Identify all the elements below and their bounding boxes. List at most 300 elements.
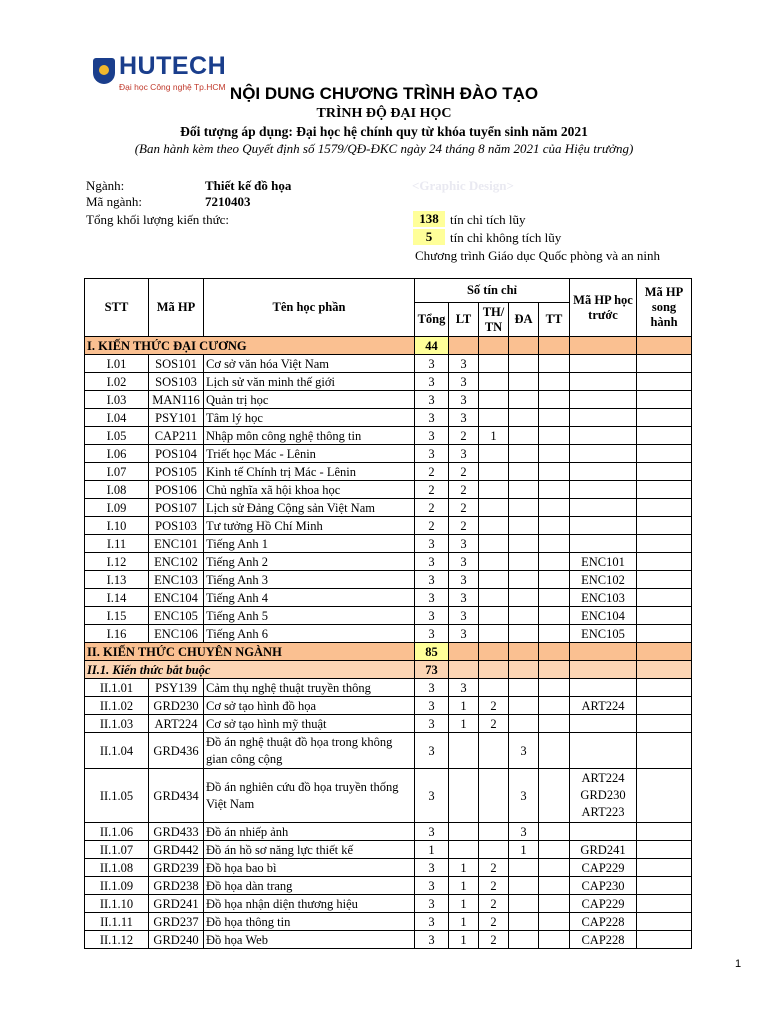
table-row: [85, 463, 692, 481]
table-row: [85, 679, 692, 697]
cell-total: 3: [415, 391, 449, 409]
cell-da: [509, 679, 539, 697]
cell-stt: II.1.07: [85, 841, 149, 859]
cell-thtn: [479, 625, 509, 643]
cell-coreq: [637, 823, 692, 841]
cell-da: [509, 931, 539, 949]
cell-stt: II.1.02: [85, 697, 149, 715]
cell-tt: [539, 571, 570, 589]
cell-thtn: 2: [479, 697, 509, 715]
logo-brand: HUTECH: [119, 52, 227, 80]
cell-code: GRD434: [149, 769, 204, 823]
cell-tt: [539, 859, 570, 877]
cell-name: Tiếng Anh 4: [204, 589, 415, 607]
cell-coreq: [637, 481, 692, 499]
cell-code: ENC104: [149, 589, 204, 607]
defense-note: Chương trình Giáo dục Quốc phòng và an ninh: [415, 248, 660, 263]
cell-code: GRD237: [149, 913, 204, 931]
cell-thtn: [479, 445, 509, 463]
cell-prereq: ENC101: [570, 553, 637, 571]
cell-tt: [539, 391, 570, 409]
cell-stt: II.1.01: [85, 679, 149, 697]
cell-total: 3: [415, 769, 449, 823]
section-total: 73: [415, 661, 449, 679]
cell-tt: [539, 589, 570, 607]
cell-lt: 3: [449, 535, 479, 553]
cell-thtn: [479, 823, 509, 841]
cell-total: 3: [415, 427, 449, 445]
empty-cell: [449, 661, 479, 679]
cell-da: [509, 571, 539, 589]
table-row: [85, 373, 692, 391]
cell-stt: I.04: [85, 409, 149, 427]
table-row: [85, 841, 692, 859]
cell-lt: 3: [449, 391, 479, 409]
cell-coreq: [637, 841, 692, 859]
cell-total: 3: [415, 445, 449, 463]
cell-coreq: [637, 391, 692, 409]
cell-code: PSY101: [149, 409, 204, 427]
cell-thtn: [479, 499, 509, 517]
cell-code: GRD241: [149, 895, 204, 913]
cell-da: 1: [509, 841, 539, 859]
table-row: [85, 445, 692, 463]
cell-tt: [539, 733, 570, 769]
cell-tt: [539, 841, 570, 859]
cell-total: 1: [415, 841, 449, 859]
cell-coreq: [637, 535, 692, 553]
cell-stt: I.16: [85, 625, 149, 643]
cell-da: 3: [509, 823, 539, 841]
cell-name: Quản trị học: [204, 391, 415, 409]
applies-to: Đối tượng áp dụng: Đại học hệ chính quy từ khóa tuyển sinh năm 2021: [180, 124, 588, 139]
cell-coreq: [637, 445, 692, 463]
cell-lt: 3: [449, 589, 479, 607]
col-da: ĐA: [509, 303, 539, 337]
cell-lt: 1: [449, 715, 479, 733]
cell-tt: [539, 373, 570, 391]
cell-name: Chủ nghĩa xã hội khoa học: [204, 481, 415, 499]
cell-thtn: [479, 571, 509, 589]
cell-thtn: [479, 769, 509, 823]
credits-cumulative-label: tín chỉ tích lũy: [450, 212, 526, 227]
table-row: [85, 355, 692, 373]
cell-lt: 3: [449, 571, 479, 589]
cell-code: PSY139: [149, 679, 204, 697]
section-label: I. KIẾN THỨC ĐẠI CƯƠNG: [85, 337, 415, 355]
cell-thtn: 2: [479, 913, 509, 931]
cell-coreq: [637, 697, 692, 715]
major-label: Ngành:: [86, 178, 125, 193]
cell-stt: I.09: [85, 499, 149, 517]
cell-thtn: [479, 517, 509, 535]
cell-code: GRD239: [149, 859, 204, 877]
cell-name: Tiếng Anh 3: [204, 571, 415, 589]
cell-coreq: [637, 679, 692, 697]
table-row: [85, 877, 692, 895]
cell-total: 3: [415, 571, 449, 589]
cell-code: SOS103: [149, 373, 204, 391]
cell-name: Tiếng Anh 6: [204, 625, 415, 643]
table-row: [85, 571, 692, 589]
cell-total: 3: [415, 733, 449, 769]
table-row: [85, 481, 692, 499]
cell-coreq: [637, 463, 692, 481]
empty-cell: [637, 661, 692, 679]
cell-thtn: [479, 679, 509, 697]
cell-stt: I.07: [85, 463, 149, 481]
cell-code: ENC103: [149, 571, 204, 589]
cell-code: GRD436: [149, 733, 204, 769]
page-number: 1: [735, 958, 742, 970]
cell-code: CAP211: [149, 427, 204, 445]
cell-da: [509, 517, 539, 535]
cell-total: 3: [415, 409, 449, 427]
cell-stt: I.13: [85, 571, 149, 589]
credits-cumulative: 138: [413, 211, 445, 227]
cell-da: [509, 697, 539, 715]
cell-name: Triết học Mác - Lênin: [204, 445, 415, 463]
cell-tt: [539, 607, 570, 625]
cell-prereq: [570, 733, 637, 769]
cell-da: 3: [509, 769, 539, 823]
cell-lt: 1: [449, 877, 479, 895]
cell-tt: [539, 517, 570, 535]
empty-cell: [479, 643, 509, 661]
table-row: [85, 535, 692, 553]
cell-prereq: [570, 463, 637, 481]
empty-cell: [509, 643, 539, 661]
cell-total: 3: [415, 697, 449, 715]
cell-thtn: 2: [479, 877, 509, 895]
cell-total: 3: [415, 553, 449, 571]
subsection-row: [85, 661, 692, 679]
cell-prereq: ENC103: [570, 589, 637, 607]
cell-tt: [539, 931, 570, 949]
cell-tt: [539, 697, 570, 715]
table-row: [85, 553, 692, 571]
cell-stt: I.12: [85, 553, 149, 571]
cell-da: [509, 499, 539, 517]
cell-name: Đồ họa bao bì: [204, 859, 415, 877]
cell-name: Cơ sở tạo hình đồ họa: [204, 697, 415, 715]
cell-prereq: ENC104: [570, 607, 637, 625]
cell-tt: [539, 679, 570, 697]
cell-coreq: [637, 571, 692, 589]
cell-lt: 2: [449, 427, 479, 445]
empty-cell: [570, 643, 637, 661]
cell-stt: I.11: [85, 535, 149, 553]
cell-thtn: [479, 607, 509, 625]
cell-prereq: [570, 679, 637, 697]
table-row: [85, 913, 692, 931]
empty-cell: [539, 337, 570, 355]
cell-stt: I.02: [85, 373, 149, 391]
cell-code: POS103: [149, 517, 204, 535]
cell-total: 3: [415, 823, 449, 841]
cell-da: [509, 355, 539, 373]
table-body: [85, 337, 692, 949]
cell-da: [509, 625, 539, 643]
table-row: [85, 931, 692, 949]
empty-cell: [509, 661, 539, 679]
cell-thtn: [479, 373, 509, 391]
cell-code: SOS101: [149, 355, 204, 373]
cell-prereq: [570, 427, 637, 445]
cell-lt: 1: [449, 931, 479, 949]
col-tt: TT: [539, 303, 570, 337]
section-label: II. KIẾN THỨC CHUYÊN NGÀNH: [85, 643, 415, 661]
cell-total: 3: [415, 715, 449, 733]
cell-total: 3: [415, 913, 449, 931]
cell-stt: II.1.06: [85, 823, 149, 841]
cell-prereq: [570, 445, 637, 463]
cell-prereq: [570, 823, 637, 841]
cell-code: ENC102: [149, 553, 204, 571]
cell-total: 3: [415, 895, 449, 913]
cell-da: [509, 445, 539, 463]
cell-coreq: [637, 409, 692, 427]
cell-da: [509, 715, 539, 733]
cell-prereq: ART224 GRD230 ART223: [570, 769, 637, 823]
cell-thtn: 2: [479, 895, 509, 913]
cell-tt: [539, 715, 570, 733]
cell-tt: [539, 823, 570, 841]
cell-code: ENC105: [149, 607, 204, 625]
empty-cell: [570, 337, 637, 355]
cell-tt: [539, 877, 570, 895]
cell-tt: [539, 769, 570, 823]
cell-lt: 3: [449, 679, 479, 697]
cell-name: Đồ họa thông tin: [204, 913, 415, 931]
cell-stt: II.1.08: [85, 859, 149, 877]
cell-stt: II.1.04: [85, 733, 149, 769]
cell-total: 3: [415, 589, 449, 607]
cell-name: Cảm thụ nghệ thuật truyền thông: [204, 679, 415, 697]
cell-da: [509, 913, 539, 931]
table-row: [85, 733, 692, 769]
section-total: 44: [415, 337, 449, 355]
cell-total: 3: [415, 373, 449, 391]
cell-lt: 1: [449, 895, 479, 913]
cell-code: ENC101: [149, 535, 204, 553]
cell-thtn: 2: [479, 715, 509, 733]
table-row: [85, 697, 692, 715]
cell-da: [509, 553, 539, 571]
cell-stt: I.03: [85, 391, 149, 409]
cell-coreq: [637, 607, 692, 625]
cell-tt: [539, 427, 570, 445]
cell-coreq: [637, 373, 692, 391]
cell-code: GRD230: [149, 697, 204, 715]
section-row: [85, 337, 692, 355]
cell-lt: 3: [449, 625, 479, 643]
cell-coreq: [637, 913, 692, 931]
cell-prereq: [570, 481, 637, 499]
table-row: [85, 607, 692, 625]
cell-lt: 3: [449, 553, 479, 571]
col-stt: STT: [85, 279, 149, 337]
cell-name: Nhập môn công nghệ thông tin: [204, 427, 415, 445]
cell-stt: I.05: [85, 427, 149, 445]
cell-coreq: [637, 517, 692, 535]
cell-da: [509, 427, 539, 445]
cell-coreq: [637, 355, 692, 373]
cell-prereq: [570, 373, 637, 391]
table-row: [85, 409, 692, 427]
cell-thtn: [479, 463, 509, 481]
cell-total: 3: [415, 859, 449, 877]
cell-code: POS107: [149, 499, 204, 517]
cell-coreq: [637, 553, 692, 571]
empty-cell: [449, 643, 479, 661]
cell-prereq: GRD241: [570, 841, 637, 859]
cell-prereq: [570, 355, 637, 373]
cell-prereq: ENC105: [570, 625, 637, 643]
cell-name: Đồ án nghệ thuật đồ họa trong không gian công cộng: [204, 733, 415, 769]
cell-code: POS106: [149, 481, 204, 499]
cell-stt: II.1.12: [85, 931, 149, 949]
cell-da: [509, 481, 539, 499]
cell-stt: I.06: [85, 445, 149, 463]
page-title: NỘI DUNG CHƯƠNG TRÌNH ĐÀO TẠO: [229, 84, 539, 103]
cell-prereq: [570, 391, 637, 409]
cell-da: [509, 535, 539, 553]
cell-lt: [449, 823, 479, 841]
shield-icon: [93, 58, 115, 84]
cell-da: [509, 391, 539, 409]
cell-prereq: [570, 715, 637, 733]
cell-coreq: [637, 769, 692, 823]
table-row: [85, 715, 692, 733]
cell-coreq: [637, 499, 692, 517]
cell-lt: 2: [449, 499, 479, 517]
empty-cell: [637, 337, 692, 355]
cell-coreq: [637, 589, 692, 607]
col-lt: LT: [449, 303, 479, 337]
table-row: [85, 895, 692, 913]
cell-tt: [539, 355, 570, 373]
cell-lt: 2: [449, 517, 479, 535]
cell-tt: [539, 445, 570, 463]
cell-name: Tư tưởng Hồ Chí Minh: [204, 517, 415, 535]
table-row: [85, 499, 692, 517]
cell-prereq: CAP230: [570, 877, 637, 895]
empty-cell: [479, 337, 509, 355]
cell-total: 2: [415, 481, 449, 499]
cell-coreq: [637, 427, 692, 445]
cell-lt: 3: [449, 445, 479, 463]
cell-name: Tiếng Anh 5: [204, 607, 415, 625]
cell-name: Đồ án hồ sơ năng lực thiết kế: [204, 841, 415, 859]
cell-thtn: [479, 841, 509, 859]
cell-tt: [539, 463, 570, 481]
credits-noncumulative: 5: [413, 229, 445, 245]
cell-da: 3: [509, 733, 539, 769]
cell-name: Tâm lý học: [204, 409, 415, 427]
cell-name: Đồ họa Web: [204, 931, 415, 949]
cell-da: [509, 589, 539, 607]
cell-tt: [539, 535, 570, 553]
cell-total: 3: [415, 679, 449, 697]
code-value: 7210403: [205, 194, 251, 209]
cell-thtn: [479, 733, 509, 769]
cell-total: 3: [415, 877, 449, 895]
cell-code: ENC106: [149, 625, 204, 643]
cell-tt: [539, 481, 570, 499]
cell-name: Lịch sử văn minh thế giới: [204, 373, 415, 391]
cell-da: [509, 607, 539, 625]
cell-lt: 3: [449, 409, 479, 427]
cell-coreq: [637, 715, 692, 733]
credits-noncumulative-label: tín chỉ không tích lũy: [450, 230, 562, 245]
cell-coreq: [637, 733, 692, 769]
cell-tt: [539, 409, 570, 427]
cell-code: GRD442: [149, 841, 204, 859]
cell-lt: 1: [449, 697, 479, 715]
cell-code: POS105: [149, 463, 204, 481]
cell-prereq: [570, 535, 637, 553]
cell-stt: II.1.11: [85, 913, 149, 931]
cell-coreq: [637, 931, 692, 949]
col-thtn: TH/ TN: [479, 303, 509, 337]
cell-prereq: ART224: [570, 697, 637, 715]
table-row: [85, 769, 692, 823]
cell-thtn: [479, 535, 509, 553]
empty-cell: [570, 661, 637, 679]
logo-tagline: Đại học Công nghệ Tp.HCM: [119, 82, 226, 92]
cell-name: Cơ sở văn hóa Việt Nam: [204, 355, 415, 373]
cell-coreq: [637, 895, 692, 913]
cell-prereq: [570, 409, 637, 427]
cell-thtn: [479, 409, 509, 427]
cell-stt: II.1.10: [85, 895, 149, 913]
cell-name: Tiếng Anh 1: [204, 535, 415, 553]
cell-thtn: [479, 355, 509, 373]
table-row: [85, 859, 692, 877]
cell-stt: II.1.03: [85, 715, 149, 733]
section-row: [85, 643, 692, 661]
cell-name: Cơ sở tạo hình mỹ thuật: [204, 715, 415, 733]
cell-da: [509, 463, 539, 481]
cell-thtn: [479, 553, 509, 571]
cell-thtn: [479, 481, 509, 499]
cell-name: Đồ họa dàn trang: [204, 877, 415, 895]
cell-lt: 2: [449, 481, 479, 499]
cell-lt: [449, 769, 479, 823]
table-row: [85, 823, 692, 841]
table-row: [85, 391, 692, 409]
cell-stt: II.1.05: [85, 769, 149, 823]
section-total: 85: [415, 643, 449, 661]
code-label: Mã ngành:: [86, 194, 142, 209]
cell-total: 2: [415, 499, 449, 517]
cell-prereq: CAP228: [570, 931, 637, 949]
cell-lt: 1: [449, 859, 479, 877]
cell-da: [509, 373, 539, 391]
cell-total: 3: [415, 931, 449, 949]
cell-code: POS104: [149, 445, 204, 463]
cell-stt: II.1.09: [85, 877, 149, 895]
decree-note: (Ban hành kèm theo Quyết định số 1579/QĐ-ĐKC ngày 24 tháng 8 năm 2021 của Hiệu trưởng): [134, 141, 634, 156]
cell-total: 3: [415, 355, 449, 373]
cell-lt: 3: [449, 373, 479, 391]
cell-total: 2: [415, 463, 449, 481]
cell-stt: I.10: [85, 517, 149, 535]
cell-thtn: 2: [479, 859, 509, 877]
cell-tt: [539, 913, 570, 931]
col-total: Tổng: [415, 303, 449, 337]
